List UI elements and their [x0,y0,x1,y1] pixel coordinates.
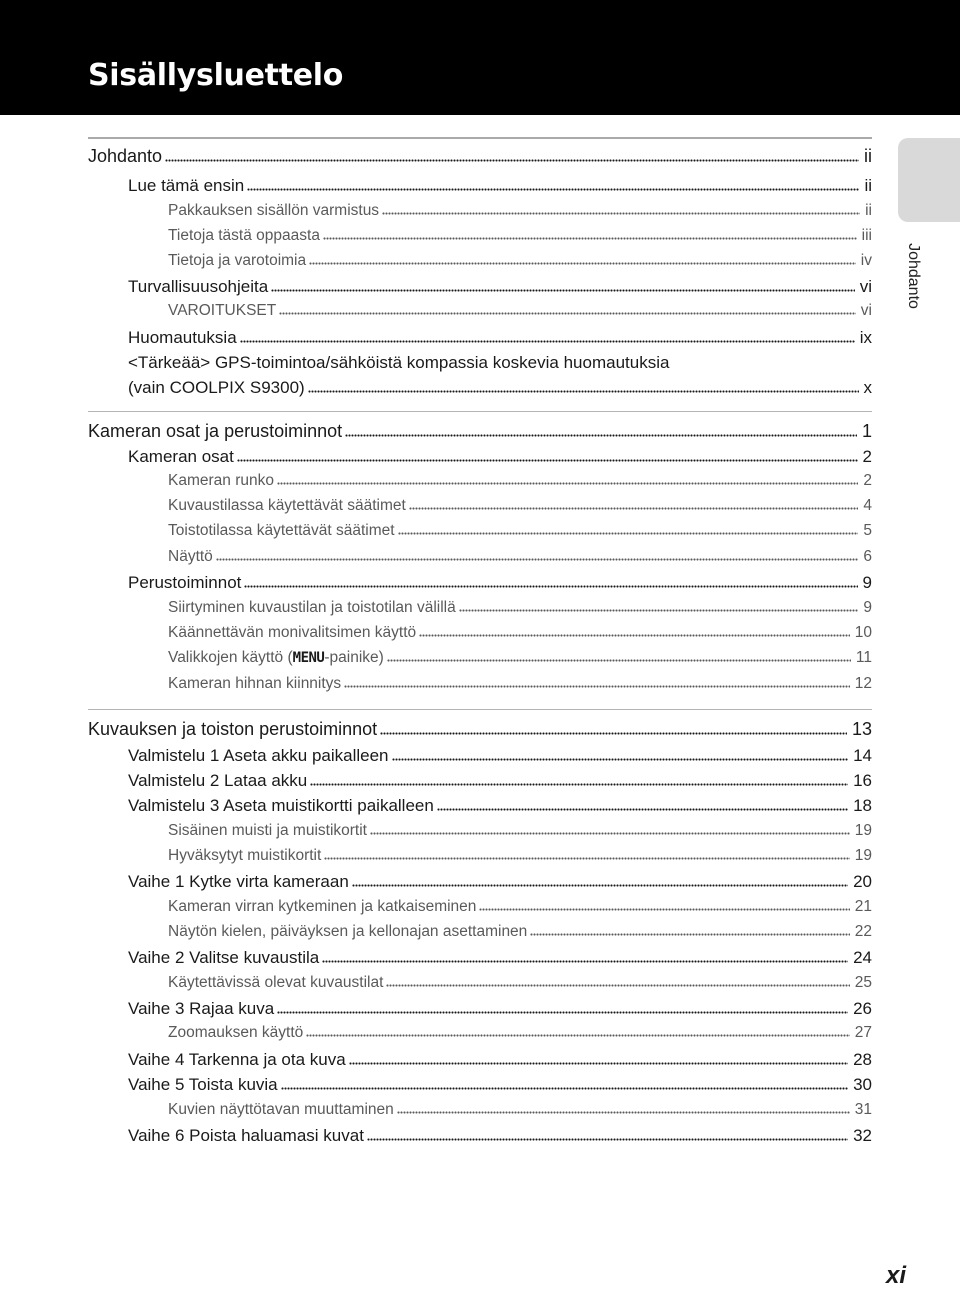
toc-entry-title: Valmistelu 1 Aseta akku paikalleen [128,746,389,765]
toc-entry-toistotilassa-kaytettavat-saatimet[interactable] [168,522,872,540]
leader-dots [352,883,848,887]
leader-dots [419,633,850,637]
leader-dots [370,831,850,835]
toc-entry-pakkauksen-sisallon-varmistus[interactable] [168,202,872,220]
leader-dots [479,907,849,911]
toc-entry-title: Pakkauksen sisällön varmistus [168,202,380,219]
leader-dots [277,1010,848,1014]
leader-dots [409,506,859,510]
toc-entry-gps-huomautuksia[interactable]: <Tärkeää> GPS-toimintoa/sähköistä kompassia koskevia huomautuksia [128,353,670,372]
toc-entry-page: 19 [854,847,872,864]
toc-entry-title: Tietoja tästä oppaasta [168,227,320,244]
toc-entry-title: Vaihe 3 Rajaa kuva [128,999,275,1018]
toc-entry-nayton-kielen-asettaminen[interactable] [168,923,872,941]
leader-dots [271,288,855,292]
toc-entry-title: Näytön kielen, päiväyksen ja kellonajan asettaminen [168,923,528,940]
toc-entry-page: 21 [854,898,872,915]
toc-entry-vaihe-6[interactable] [128,1126,872,1146]
leader-dots [309,261,856,265]
toc-entry-page: vi [859,277,872,296]
menu-button-icon: MENU [292,650,325,666]
toc-entry-hihnan-kiinnitys[interactable] [168,675,872,693]
toc-entry-title: Käytettävissä olevat kuvaustilat [168,974,384,991]
toc-entry-monivalitsimen-kaytto[interactable] [168,624,872,642]
toc-entry-vaihe-3[interactable] [128,999,872,1019]
divider [88,709,872,710]
toc-entry-title: Toistotilassa käytettävät säätimet [168,522,395,539]
toc-entry-page: 25 [854,974,872,991]
toc-entry-title: Vaihe 6 Poista haluamasi kuvat [128,1126,364,1145]
toc-entry-page: 28 [853,1050,872,1069]
toc-entry-page: ii [864,146,872,166]
page-title: Sisällysluettelo [88,58,344,93]
divider [88,411,872,412]
leader-dots [349,1061,848,1065]
toc-entry-title: Kameran virran kytkeminen ja katkaiseminen [168,898,477,915]
leader-dots [247,187,859,191]
leader-dots [345,433,857,437]
toc-entry-title: Kuvauksen ja toiston perustoiminnot [88,719,378,739]
leader-dots [437,807,848,811]
leader-dots [380,731,847,735]
toc-entry-title: Kameran osat ja perustoiminnot [88,421,343,441]
toc-entry-page: 18 [853,796,872,815]
toc-entry-johdanto[interactable] [88,146,872,167]
toc-entry-page: vi [860,302,872,319]
toc-entry-page: 16 [853,771,872,790]
toc-entry-page: 9 [863,599,872,616]
toc-entry-page: 2 [862,447,872,466]
toc-entry-perustoiminnot[interactable] [128,573,872,593]
leader-dots [277,481,858,485]
toc-entry-valmistelu-1[interactable] [128,746,872,766]
toc-entry-vaihe-1[interactable] [128,872,872,892]
leader-dots [237,458,858,462]
toc-entry-title: Käännettävän monivalitsimen käyttö [168,624,417,641]
toc-entry-gps-huomautuksia-continued[interactable] [128,378,872,398]
toc-entry-title-part: Valikkojen käyttö ( [168,649,293,666]
leader-dots [240,339,855,343]
header-bar [0,0,960,115]
toc-entry-title: Vaihe 2 Valitse kuvaustila [128,948,320,967]
leader-dots [310,782,848,786]
section-tab-label: Johdanto [905,243,922,309]
toc-entry-title: Huomautuksia [128,328,237,347]
toc-entry-page: 4 [863,497,872,514]
leader-dots [324,856,849,860]
leader-dots [216,557,859,561]
toc-entry-page: ii [864,176,872,195]
toc-entry-title: Vaihe 5 Toista kuvia [128,1075,278,1094]
toc-entry-kuvaustilassa-kaytettavat-saatimet[interactable] [168,497,872,515]
leader-dots [344,684,850,688]
toc-entry-page: 1 [861,421,872,441]
toc-entry-title: Sisäinen muisti ja muistikortit [168,822,367,839]
toc-entry-title: Turvallisuusohjeita [128,277,269,296]
toc-entry-huomautuksia[interactable] [128,328,872,348]
toc-entry-valikkojen-kaytto[interactable] [168,649,872,667]
toc-entry-naytto[interactable] [168,548,872,566]
leader-dots [281,1086,848,1090]
toc-entry-turvallisuusohjeita[interactable] [128,277,872,297]
leader-dots [244,584,857,588]
toc-entry-kuvien-nayttotavan-muuttaminen[interactable] [168,1101,872,1119]
toc-entry-page: 14 [853,746,872,765]
toc-entry-page: iv [860,252,872,269]
toc-entry-page: 11 [855,649,872,666]
toc-entry-page: 32 [853,1126,872,1145]
toc-entry-title: (vain COOLPIX S9300) [128,378,305,397]
toc-entry-page: 13 [851,719,872,739]
toc-entry-page: 19 [854,822,872,839]
page-number: xi [886,1262,907,1289]
toc-entry-title: Kameran hihnan kiinnitys [168,675,342,692]
toc-entry-tietoja-ja-varotoimia[interactable] [168,252,872,270]
toc-entry-page: 10 [854,624,872,641]
toc-entry-title: Hyväksytyt muistikortit [168,847,322,864]
toc-entry-title: Valmistelu 2 Lataa akku [128,771,308,790]
toc-entry-kameran-osat-ja-perustoiminnot[interactable] [88,421,872,442]
toc-entry-title: Kuvien näyttötavan muuttaminen [168,1101,394,1118]
toc-entry-title: Vaihe 4 Tarkenna ja ota kuva [128,1050,346,1069]
toc-entry-page: 20 [853,872,872,891]
toc-entry-kaytettavissa-olevat-kuvaustilat[interactable] [168,974,872,992]
leader-dots [279,311,856,315]
toc-entry-page: 24 [853,948,872,967]
toc-entry-page: ii [865,202,872,219]
toc-entry-valmistelu-3[interactable] [128,796,872,816]
toc-entry-title: Siirtyminen kuvaustilan ja toistotilan välillä [168,599,456,616]
toc-entry-title: Tietoja ja varotoimia [168,252,307,269]
toc-entry-title: Lue tämä ensin [128,176,245,195]
toc-entry-page: 26 [853,999,872,1018]
toc-entry-title: Vaihe 1 Kytke virta kameraan [128,872,349,891]
toc-entry-title: Perustoiminnot [128,573,242,592]
toc-entry-page: 6 [863,548,872,565]
toc-entry-kameran-runko[interactable] [168,472,872,490]
leader-dots [322,959,848,963]
toc-entry-page: ix [859,328,872,347]
leader-dots [306,1033,849,1037]
leader-dots [308,389,859,393]
leader-dots [387,658,851,662]
toc-entry-title [168,649,384,667]
toc-entry-title: Kameran runko [168,472,274,489]
toc-entry-page: 2 [863,472,872,489]
toc-entry-page: 12 [854,675,872,692]
toc-entry-page: 31 [854,1101,872,1118]
toc-entry-page: 27 [854,1024,872,1041]
toc-entry-page: 22 [854,923,872,940]
toc-entry-page: 9 [862,573,872,592]
leader-dots [392,757,849,761]
leader-dots [398,531,859,535]
toc-entry-tietoja-tasta-oppaasta[interactable] [168,227,872,245]
toc-entry-kuvauksen-ja-toiston-perustoiminnot[interactable] [88,719,872,740]
leader-dots [367,1137,848,1141]
leader-dots [459,608,859,612]
toc-entry-title: VAROITUKSET [168,302,277,319]
toc-entry-sisainen-muisti[interactable] [168,822,872,840]
toc-entry-kameran-osat[interactable] [128,447,872,467]
toc-entry-title-part: -painike) [324,649,384,666]
toc-entry-title: Johdanto [88,146,163,166]
toc-entry-title: Valmistelu 3 Aseta muistikortti paikalleen [128,796,434,815]
leader-dots [530,932,849,936]
toc-entry-vaihe-2[interactable] [128,948,872,968]
toc-entry-vaihe-4[interactable] [128,1050,872,1070]
toc-entry-page: 30 [853,1075,872,1094]
toc-entry-page: iii [861,227,872,244]
leader-dots [397,1110,850,1114]
divider [88,137,872,139]
leader-dots [382,211,860,215]
toc-entry-title: Näyttö [168,548,213,565]
leader-dots [165,158,859,162]
toc-entry-title: Kameran osat [128,447,234,466]
section-tab [898,138,960,222]
toc-entry-page: x [863,378,872,397]
toc-entry-varoitukset[interactable] [168,302,872,320]
toc-entry-lue-tama-ensin[interactable] [128,176,872,196]
toc-entry-title: Zoomauksen käyttö [168,1024,304,1041]
toc-entry-title: Kuvaustilassa käytettävät säätimet [168,497,406,514]
leader-dots [386,983,849,987]
toc-entry-zoomauksen-kaytto[interactable] [168,1024,872,1042]
toc-entry-virran-kytkeminen[interactable] [168,898,872,916]
leader-dots [323,236,857,240]
toc-entry-valmistelu-2[interactable] [128,771,872,791]
toc-entry-vaihe-5[interactable] [128,1075,872,1095]
toc-entry-siirtyminen[interactable] [168,599,872,617]
toc-entry-page: 5 [863,522,872,539]
toc-entry-hyvaksytyt-muistikortit[interactable] [168,847,872,865]
